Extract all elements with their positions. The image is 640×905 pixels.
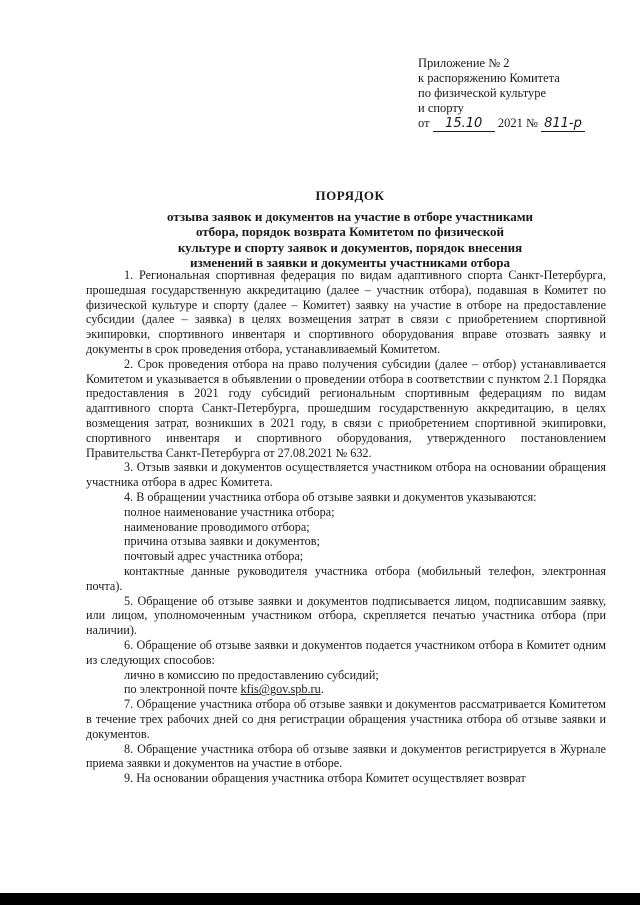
email-link[interactable]: kfis@gov.spb.ru [240,682,321,697]
scan-border [0,893,640,905]
list-item: причина отзыва заявки и документов; [124,534,320,549]
list-item: полное наименование участника отбора; [124,504,335,519]
list-item: почтовый адрес участника отбора; [124,549,304,564]
list-item-email [86,682,606,697]
paragraph-6: 6. Обращение об отзыве заявки и документов подается участником отбора в Комитет одним из следующих способов: [86,637,606,667]
document-title [100,188,600,271]
paragraph-3: 3. Отзыв заявки и документов осуществляется участником отбора на основании обращения участника отбора в адрес Комитета. [86,460,606,490]
paragraph-9: 9. На основании обращения участника отбора Комитет осуществляет возврат [124,771,526,786]
title-line: культуре и спорту заявок и документов, порядок внесения [177,239,523,255]
paragraph-4: 4. В обращении участника отбора об отзыве заявки и документов указываются: [124,489,537,504]
appendix-line: к распоряжению Комитета [418,71,560,85]
handwritten-number: 811-р [541,116,585,132]
appendix-block [418,56,618,132]
paragraph-2: 2. Срок проведения отбора на право получения субсидии (далее – отбор) устанавливается Комитетом и указывается в объявлении о проведении отбора в соответствии с пунктом 2.1 Порядка предоставления в 2021 году субсидий региональным спортивным федерациям по видам адаптивного спорта Санкт-Петербурга, прошедшим государственную аккредитацию, в целях возмещения затрат, возникших в 2021 году, в связи с приобретением спортивной экипировки, спортивного инвентаря и спортивного оборудования, утвержденного постановлением Правительства Санкт-Петербурга от 27.08.2021 № 632. [86,356,606,460]
list-item: лично в комиссию по предоставлению субсидий; [124,667,379,682]
title-main: ПОРЯДОК [315,188,385,203]
appendix-title: Приложение № 2 [418,56,510,70]
paragraph-8: 8. Обращение участника отбора об отзыве заявки и документов регистрируется в Журнале приема заявки и документов на участие в отборе. [86,741,606,771]
title-line: изменений в заявки и документы участниками отбора [190,255,510,270]
list-item: контактные данные руководителя участника отбора (мобильный телефон, электронная почта). [86,563,606,593]
document-body [86,268,606,786]
title-line: отбора, порядок возврата Комитетом по физической [195,224,505,239]
appendix-line: и спорту [418,101,464,115]
year-label: 2021 № [497,116,538,130]
paragraph-7: 7. Обращение участника отбора об отзыве заявки и документов рассматривается Комитетом в течение трех рабочих дней со дня регистрации обращения участника отбора об отзыве заявки и документов. [86,697,606,741]
from-label: от [418,116,430,130]
email-suffix: . [320,682,324,697]
appendix-line: по физической культуре [418,86,547,100]
email-prefix: по электронной почте [124,682,241,697]
handwritten-date: 15.10 [433,116,495,132]
paragraph-1: 1. Региональная спортивная федерация по видам адаптивного спорта Санкт-Петербурга, прошедшая государственную аккредитацию (далее – участник отбора), подавшая в Комитет по физической культуре и спорту (далее – Комитет) заявку на участие в отборе на предоставление субсидии (далее – заявка) в целях возмещения затрат в связи с приобретением спортивной экипировки, спортивного инвентаря и спортивного оборудования вправе отозвать заявку и документы в срок проведения отбора, устанавливаемый Комитетом. [86,268,606,356]
appendix-date-line [418,116,618,132]
paragraph-5: 5. Обращение об отзыве заявки и документов подписывается лицом, подписавшим заявку, или лицом, уполномоченным участником отбора, скрепляется печатью участника отбора (при наличии). [86,593,606,638]
title-line: отзыва заявок и документов на участие в отборе участниками [166,208,534,224]
list-item: наименование проводимого отбора; [124,519,310,534]
